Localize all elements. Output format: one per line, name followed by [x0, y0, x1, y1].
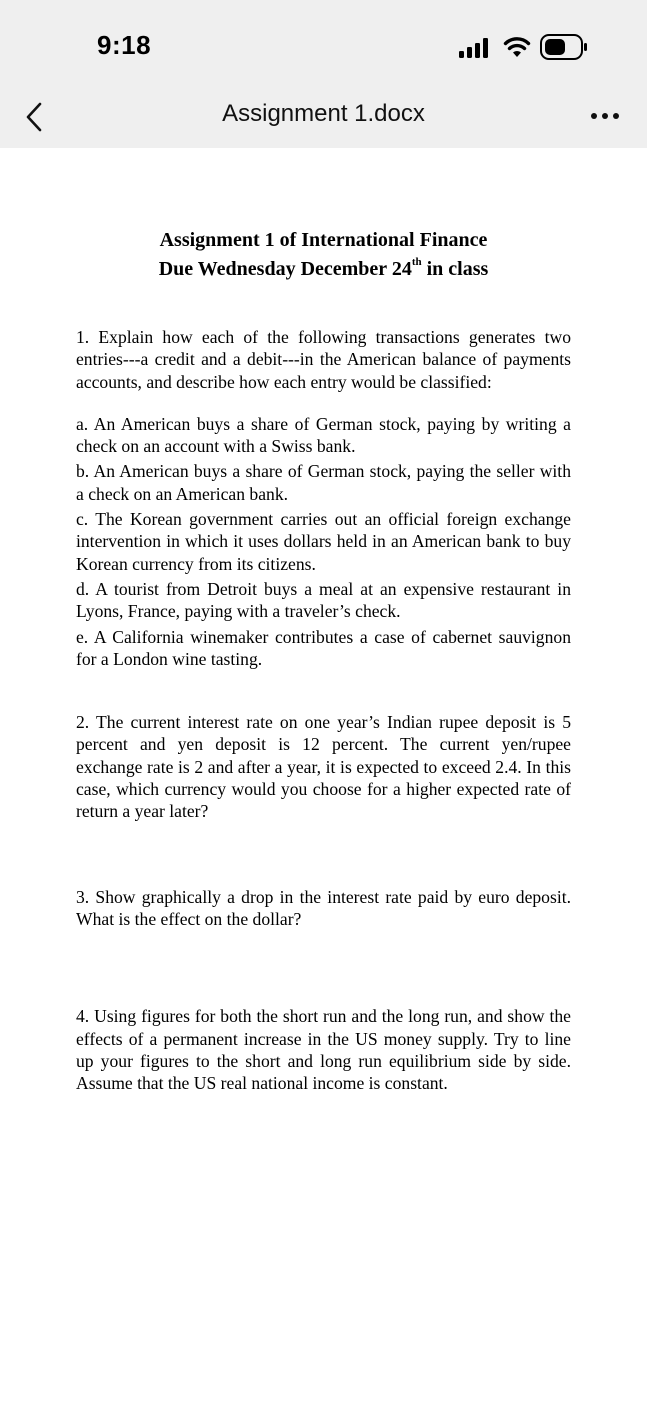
question-1-item-d: d. A tourist from Detroit buys a meal at an expensive restaurant in Lyons, France, paying with a traveler’s check. — [76, 578, 571, 622]
question-1-item-c: c. The Korean government carries out an official foreign exchange intervention in which it uses dollars held in an American bank to buy Korean currency from its citizens. — [76, 509, 571, 574]
document-title: Assignment 1.docx — [222, 100, 425, 127]
due-date-suffix: in class — [421, 258, 489, 280]
question-1-item-e: e. A California winemaker contributes a case of cabernet sauvignon for a London wine tasting. — [76, 626, 571, 669]
question-2: 2. The current interest rate on one year’s Indian rupee deposit is 5 percent and yen deposit is 12 percent. The current yen/rupee exchange rate is 2 and after a year, it is expected to exceed 2.4. In this case, which currency would you choose for a higher expected rate of return a year later? — [76, 712, 571, 822]
ellipsis-icon — [590, 112, 620, 120]
question-4: 4. Using figures for both the short run and the long run, and show the effects of a permanent increase in the US money supply. Try to line up your figures to the short and long run equilibrium side by side. Assume that the US real national income is constant. — [76, 1006, 571, 1094]
top-bar — [0, 0, 647, 148]
document-content — [76, 226, 571, 1094]
question-1-item-b: b. An American buys a share of German stock, paying the seller with a check on an American bank. — [76, 461, 571, 504]
wifi-icon — [503, 36, 531, 58]
cellular-signal-icon — [459, 38, 491, 58]
heading-title: Assignment 1 of International Finance — [159, 229, 488, 251]
question-1-item-a: a. An American buys a share of German stock, paying by writing a check on an account with a Swiss bank. — [76, 413, 571, 457]
more-options-button[interactable] — [587, 104, 623, 128]
question-1: 1. Explain how each of the following transactions generates two entries---a credit and a debit---in the American balance of payments accounts, and describe how each entry would be classified: — [76, 327, 571, 392]
due-date-prefix: Due Wednesday December 24 — [158, 258, 412, 280]
due-date-sup: th — [411, 256, 422, 269]
battery-icon — [540, 34, 588, 60]
question-3: 3. Show graphically a drop in the interest rate paid by euro deposit. What is the effect on the dollar? — [76, 886, 571, 929]
heading-due-date — [76, 255, 571, 284]
status-time: 9:18 — [97, 30, 152, 60]
